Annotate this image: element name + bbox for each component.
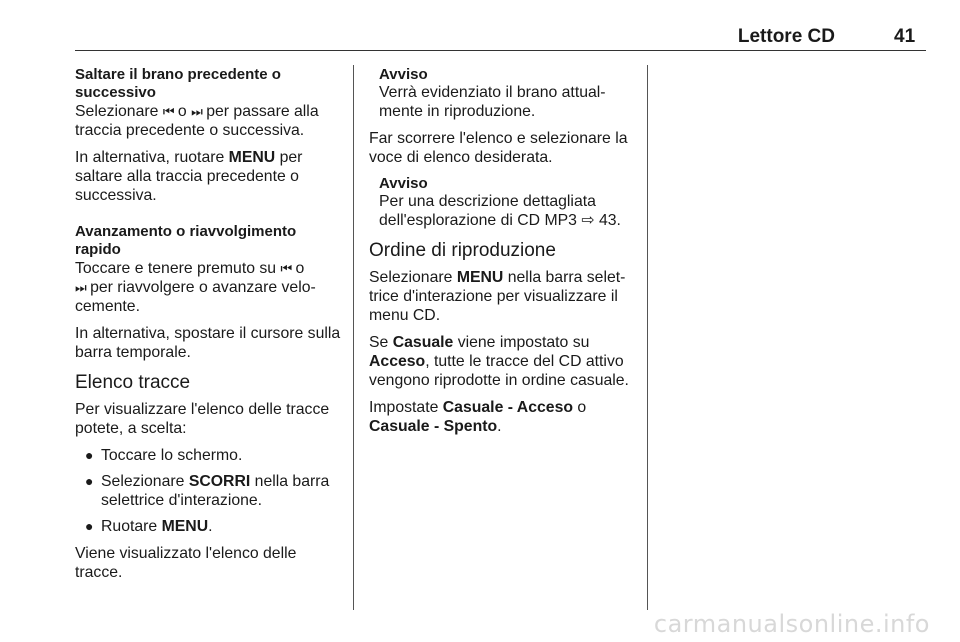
notice-label: Avviso (379, 175, 428, 192)
column-divider-right (647, 65, 648, 610)
paragraph-fast-cursor: In alternativa, spostare il cursore sulla barra temporale. (75, 325, 341, 361)
column-divider-left (353, 65, 354, 610)
heading-play-order: Ordine di riproduzione (369, 240, 556, 261)
right-column (369, 66, 637, 444)
skip-next-icon: ⏭ (191, 104, 202, 119)
bullet-icon: ● (85, 473, 94, 489)
watermark: carmanualsonline.info (653, 610, 930, 638)
page-number: 41 (894, 26, 916, 47)
paragraph-shuffle-on: Se Casuale viene impostato su Acceso, tutte le tracce del CD attivo vengono riprodotte in ordine casuale. (369, 334, 629, 389)
options-list (75, 446, 345, 536)
paragraph-skip-menu: In alternativa, ruotare MENU per saltare alla traccia precedente o successiva. (75, 149, 303, 204)
left-column (75, 66, 345, 590)
subheading-fast-forward: Avanzamento o riavvolgimento rapido (75, 223, 297, 258)
skip-previous-icon: ⏮ (280, 261, 292, 276)
paragraph-fast-buttons: Toccare e tenere premuto su ⏮ o ⏭ per riavvolgere o avanzare velocemente. (75, 260, 316, 315)
page-reference-icon: ⇨ (581, 212, 595, 229)
list-item: ● Selezionare SCORRI nella barra selettrice d'interazione. (85, 473, 330, 509)
list-item: ● Toccare lo schermo. (85, 447, 243, 464)
paragraph-skip-buttons: Selezionare ⏮ o ⏭ per passare alla traccia precedente o successiva. (75, 103, 319, 139)
bullet-icon: ● (85, 447, 94, 463)
list-item: ● Ruotare MENU. (85, 518, 213, 535)
page-header-title: Lettore CD (737, 26, 835, 47)
skip-next-icon: ⏭ (75, 280, 86, 295)
notice-highlight: Avviso Verrà evidenziato il brano attualmente in riproduzione. (379, 66, 637, 121)
notice-label: Avviso (379, 66, 428, 83)
paragraph-track-list-intro: Per visualizzare l'elenco delle tracce potete, a scelta: (75, 401, 330, 437)
paragraph-scroll-list: Far scorrere l'elenco e selezionare la voce di elenco desiderata. (369, 130, 628, 166)
paragraph-select-menu: Selezionare MENU nella barra selettrice d'interazione per visualizzare il menu CD. (369, 269, 626, 324)
heading-track-list: Elenco tracce (75, 372, 191, 393)
subheading-skip-track: Saltare il brano precedente o successivo (75, 66, 281, 101)
notice-mp3: Avviso Per una descrizione dettagliata dell'esplorazione di CD MP3 ⇨ 43. (379, 175, 637, 230)
header-divider (75, 50, 926, 51)
skip-previous-icon: ⏮ (162, 104, 174, 119)
paragraph-shuffle-settings: Impostate Casuale - Acceso o Casuale - Spento. (369, 399, 587, 435)
bullet-icon: ● (85, 518, 94, 534)
paragraph-track-list-shown: Viene visualizzato l'elenco delle tracce. (75, 545, 297, 581)
